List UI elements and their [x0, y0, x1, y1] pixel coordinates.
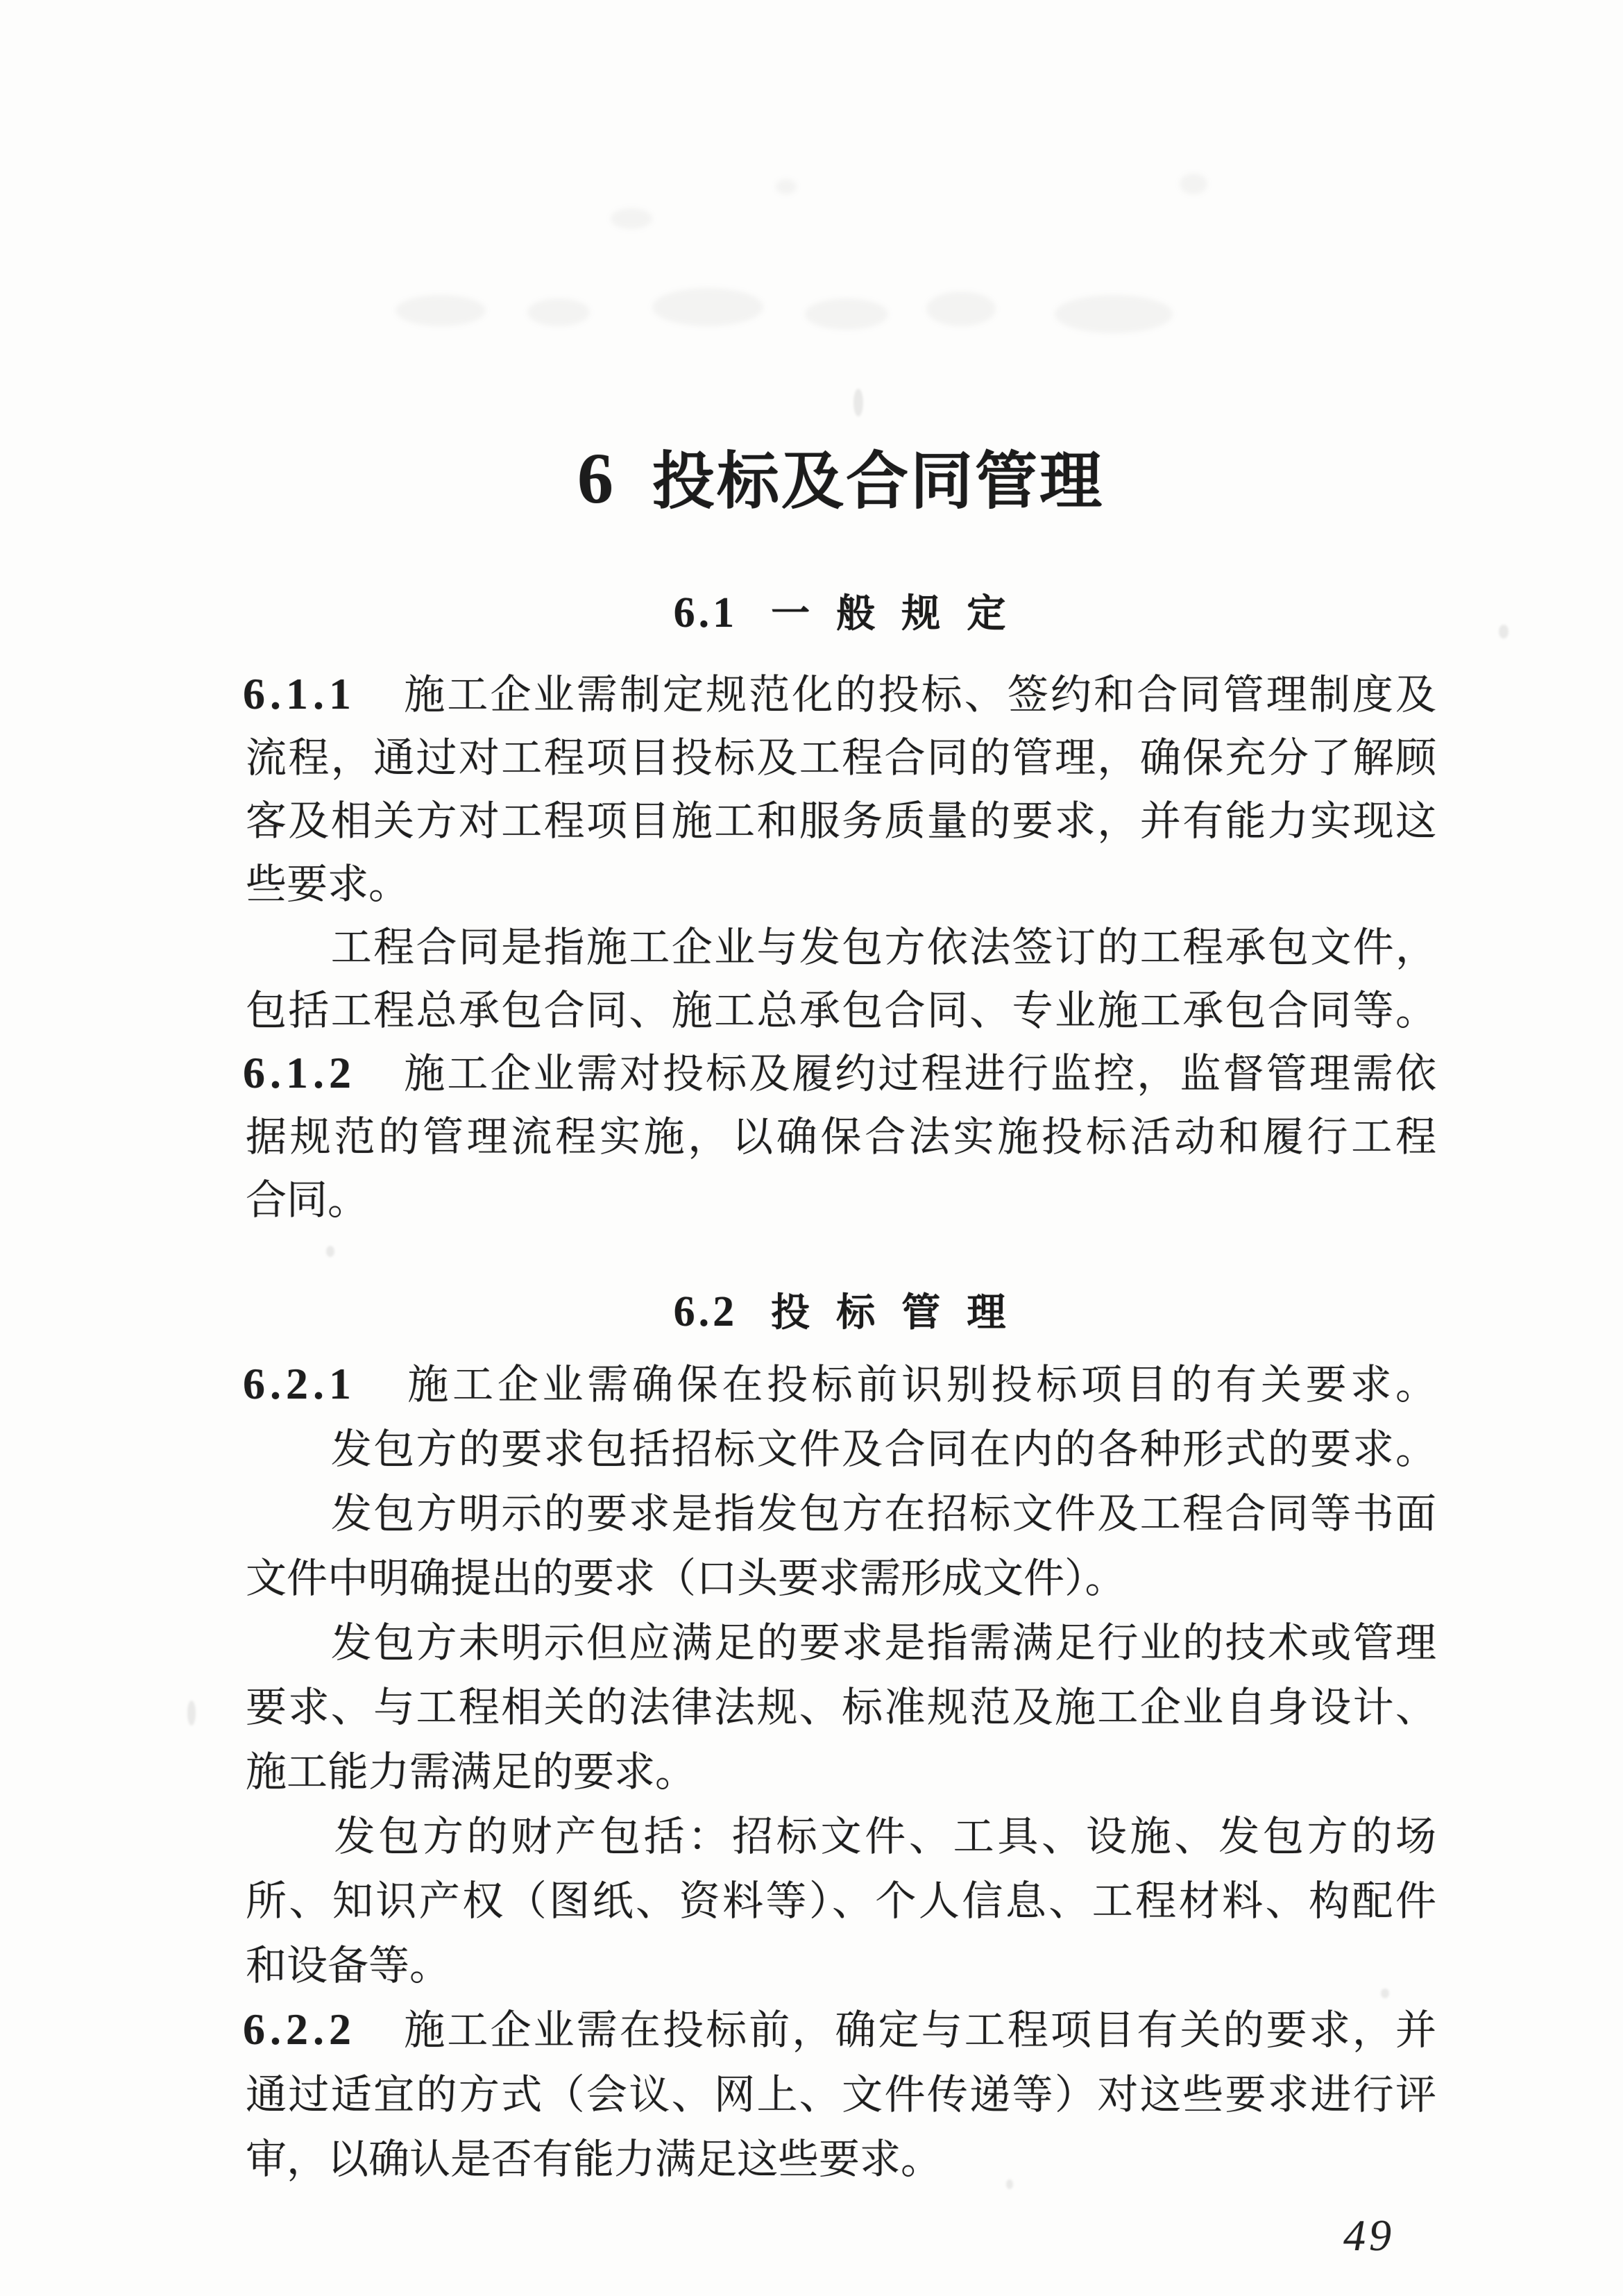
text-line [243, 915, 1436, 979]
scan-smudge [527, 298, 590, 326]
text-line [243, 2062, 1436, 2127]
clause-number: 6.1.1 [243, 669, 356, 718]
text-line [243, 979, 1436, 1042]
text-line [243, 2127, 1436, 2191]
text-line [243, 1042, 1436, 1105]
text-line [243, 1998, 1436, 2062]
section-number: 6.2 [673, 1288, 738, 1335]
text-line [243, 1933, 1436, 1998]
text-line [243, 1739, 1436, 1804]
scan-speck [187, 1700, 196, 1725]
line-text: 施工企业需对投标及履约过程进行监控，监督管理需依 [359, 1051, 1436, 1097]
section-6-1-body [243, 663, 1436, 1231]
text-line [243, 1675, 1436, 1739]
chapter-number: 6 [577, 439, 613, 519]
line-text: 通过适宜的方式（会议、网上、文件传递等）对这些要求进行评 [246, 2072, 1436, 2118]
text-line [243, 1481, 1436, 1546]
scan-smudge [1055, 295, 1173, 333]
line-text: 施工企业需制定规范化的投标、签约和合同管理制度及 [359, 672, 1436, 718]
line-text: 些要求。 [246, 861, 410, 907]
page-number: 49 [1343, 2211, 1395, 2260]
scan-speck [326, 1246, 334, 1257]
line-text: 发包方未明示但应满足的要求是指需满足行业的技术或管理 [246, 1620, 1436, 1666]
scan-smudge [652, 288, 763, 326]
scan-smudge [805, 298, 888, 330]
line-text: 工程合同是指施工企业与发包方依法签订的工程承包文件， [246, 925, 1436, 970]
text-line [243, 1610, 1436, 1675]
text-line [243, 852, 1436, 915]
text-line [243, 663, 1436, 726]
scan-smudge [611, 208, 652, 229]
section-title-text: 一般规定 [771, 592, 1033, 636]
chapter-title-text: 投标及合同管理 [652, 448, 1104, 517]
text-line [243, 1868, 1436, 1933]
scan-smudge [1180, 174, 1207, 194]
section-heading-6-2 [243, 1288, 1436, 1335]
line-text: 合同。 [246, 1177, 369, 1223]
line-text: 发包方的要求包括招标文件及合同在内的各种形式的要求。 [246, 1426, 1436, 1472]
text-line [243, 1804, 1436, 1868]
scan-speck [1499, 625, 1509, 639]
line-text: 施工能力需满足的要求。 [246, 1749, 697, 1795]
scan-smudge [926, 292, 996, 326]
section-title-text: 投标管理 [771, 1291, 1033, 1335]
clause-number: 6.2.1 [243, 1359, 356, 1408]
section-6-2-body [243, 1352, 1436, 2191]
line-text: 据规范的管理流程实施，以确保合法实施投标活动和履行工程 [246, 1114, 1436, 1160]
section-number: 6.1 [673, 589, 738, 636]
line-text: 包括工程总承包合同、施工总承包合同、专业施工承包合同等。 [246, 988, 1436, 1033]
text-line [243, 1546, 1436, 1610]
line-text: 文件中明确提出的要求（口头要求需形成文件）。 [246, 1555, 1126, 1601]
text-line [243, 1352, 1436, 1417]
line-text: 施工企业需在投标前，确定与工程项目有关的要求，并 [359, 2007, 1436, 2053]
line-text: 要求、与工程相关的法律法规、标准规范及施工企业自身设计、 [246, 1685, 1436, 1730]
clause-number: 6.1.2 [243, 1048, 356, 1097]
scan-smudge [776, 179, 797, 194]
clause-number: 6.2.2 [243, 2004, 356, 2054]
scan-speck [853, 389, 863, 416]
text-line [243, 1417, 1436, 1481]
line-text: 流程，通过对工程项目投标及工程合同的管理，确保充分了解顾 [246, 735, 1436, 781]
text-line [243, 726, 1436, 789]
section-heading-6-1 [243, 589, 1436, 636]
text-line [243, 1105, 1436, 1168]
line-text: 发包方明示的要求是指发包方在招标文件及工程合同等书面 [246, 1491, 1436, 1537]
line-text: 和设备等。 [246, 1943, 451, 1989]
chapter-title [243, 439, 1436, 519]
text-line [243, 1168, 1436, 1231]
line-text: 发包方的财产包括：招标文件、工具、设施、发包方的场 [246, 1814, 1436, 1859]
line-text: 所、知识产权（图纸、资料等）、个人信息、工程材料、构配件 [246, 1878, 1436, 1924]
scan-smudge [396, 295, 486, 326]
line-text: 审，以确认是否有能力满足这些要求。 [246, 2136, 942, 2182]
line-text: 施工企业需确保在投标前识别投标项目的有关要求。 [359, 1362, 1436, 1408]
line-text: 客及相关方对工程项目施工和服务质量的要求，并有能力实现这 [246, 798, 1436, 844]
text-line [243, 789, 1436, 852]
